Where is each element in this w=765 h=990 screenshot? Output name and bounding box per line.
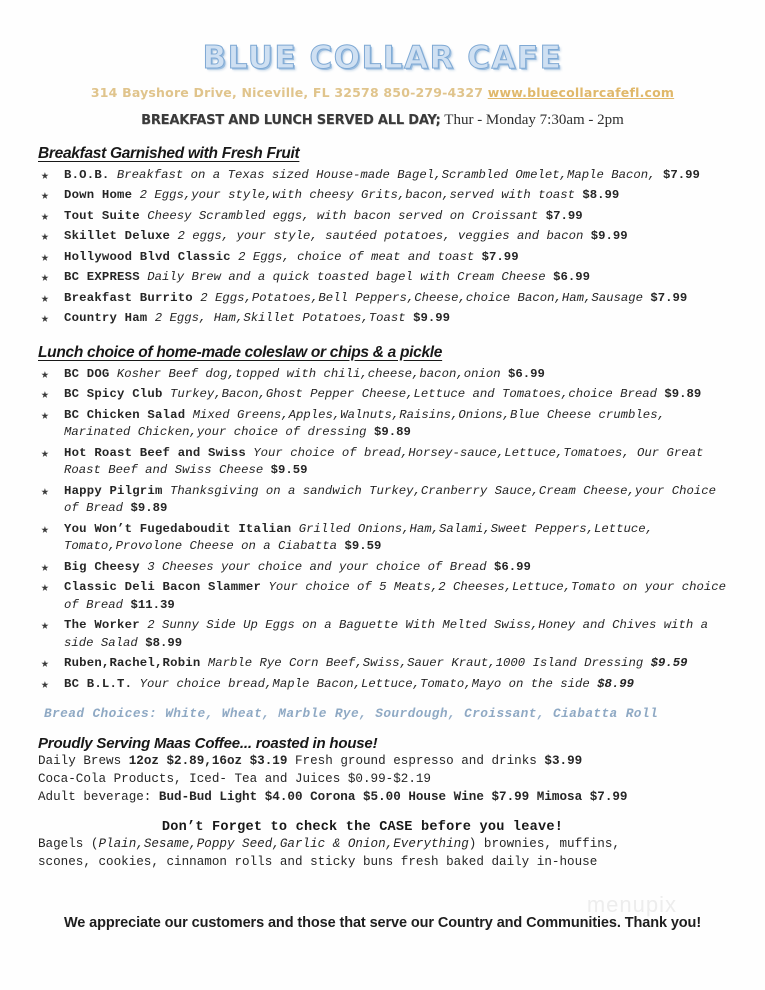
menu-item-description: Your choice bread,Maple Bacon,Lettuce,Tomato,Mayo on the side [139,676,590,691]
star-bullet-icon: ★ [41,445,49,461]
menu-item-price: $6.99 [508,366,545,381]
menu-item-description: 3 Cheeses your choice and your choice of Bread [147,559,487,574]
menu-item-name: The Worker [64,618,140,633]
bread-choices: Bread Choices: White, Wheat, Marble Rye, Sourdough, Croissant, Ciabatta Roll [44,706,659,722]
menu-item-name: Tout Suite [64,208,140,223]
menu-item [38,167,727,185]
menu-item [38,269,727,287]
bagels-label: Bagels ( [38,837,99,852]
menu-item-price: $9.89 [130,501,168,516]
menu-item-name: Hot Roast Beef and Swiss [64,445,246,460]
case-title: Don’t Forget to check the CASE before you leave! [161,820,564,836]
star-bullet-icon: ★ [41,676,49,692]
hours-headline: BREAKFAST AND LUNCH SERVED ALL DAY; [141,112,441,128]
menu-item-price: $9.99 [590,229,628,244]
menu-item-description: Your choice of bread,Horsey-sauce,Lettuce,Tomatoes, Our Great Roast Beef and Swiss Cheese [64,445,704,478]
star-bullet-icon: ★ [41,270,49,286]
menu-item [38,655,727,673]
menu-item [38,445,727,480]
menu-item-name: Country Ham [64,311,148,326]
hours-line [38,112,727,129]
address-text: 314 Bayshore Drive, Niceville, FL 32578 850-279-4327 [90,84,484,100]
menu-item-name: BC Spicy Club [64,387,163,402]
menu-item-description: 2 Eggs, choice of meat and toast [238,249,475,264]
menu-item-description: Your choice of 5 Meats,2 Cheeses,Lettuce,Tomato on your choice of Bread [64,580,726,612]
menu-item-name: Classic Deli Bacon Slammer [64,580,262,595]
appreciation-footer: We appreciate our customers and those that serve our Country and Communities. Thank you! [63,915,702,931]
menu-item-name: BC Chicken Salad [64,407,186,422]
menu-item-description: 2 Eggs, Ham,Skillet Potatoes,Toast [154,311,406,326]
menu-item-description: Mixed Greens,Apples,Walnuts,Raisins,Onions,Blue Cheese crumbles, Marinated Chicken,your choice of dressing [64,407,665,440]
menu-item [38,208,727,226]
restaurant-address-line [38,85,727,100]
menu-item-description: 2 Eggs,Potatoes,Bell Peppers,Cheese,choice Bacon,Ham,Sausage [200,290,644,305]
menu-item-description: 2 eggs, your style, sautéed potatoes, veggies and bacon [177,229,584,244]
soda-line: Coca-Cola Products, Iced- Tea and Juices $0.99-$2.19 [38,772,431,787]
hours-detail: Thur - Monday 7:30am - 2pm [444,111,624,128]
breakfast-section [38,145,727,328]
menu-item [38,617,727,652]
menu-item [38,559,727,577]
star-bullet-icon: ★ [41,249,49,265]
menu-item-description: Daily Brew and a quick toasted bagel with Cream Cheese [147,270,546,285]
adult-beverage-line [38,788,727,806]
bakery-items-b: scones, cookies, cinnamon rolls and sticky buns fresh baked daily in-house [38,855,598,870]
restaurant-name: BLUE COLLAR CAFE [202,40,563,76]
bagels-line [38,835,727,853]
adult-beverage-label: Adult beverage: [38,790,159,805]
menu-item-name: Down Home [64,188,133,203]
star-bullet-icon: ★ [41,188,49,204]
menu-item-price: $8.99 [597,676,635,691]
star-bullet-icon: ★ [41,208,49,224]
star-bullet-icon: ★ [41,559,49,575]
star-bullet-icon: ★ [41,483,49,499]
star-bullet-icon: ★ [41,656,49,672]
menu-item-name: Hollywood Blvd Classic [64,249,231,264]
menu-item-name: BC B.L.T. [64,676,133,691]
star-bullet-icon: ★ [41,290,49,306]
daily-brews-sizes: 12oz $2.89,16oz $3.19 [128,754,288,769]
menu-item [38,290,727,308]
star-bullet-icon: ★ [41,229,49,245]
menu-item-description: Kosher Beef dog,topped with chili,cheese,bacon,onion [116,366,501,381]
menupix-watermark: menupix [586,892,677,917]
menu-item-name: B.O.B. [64,167,110,182]
menu-item [38,249,727,267]
espresso-price: $3.99 [544,754,583,769]
menu-item-price: $8.99 [145,635,183,650]
bakery-items-a: ) brownies, muffins, [468,837,620,852]
menu-item-price: $9.59 [270,463,308,478]
star-bullet-icon: ★ [41,311,49,327]
star-bullet-icon: ★ [41,366,49,382]
lunch-section-title: Lunch choice of home-made coleslaw or chips & a pickle [38,343,443,361]
menu-item-price: $9.89 [664,387,702,402]
menu-item-price: $6.99 [494,559,531,574]
menu-item [38,228,727,246]
menu-item [38,310,727,328]
menu-item-description: Thanksgiving on a sandwich Turkey,Cranberry Sauce,Cream Cheese,your Choice of Bread [64,483,717,516]
menu-item-price: $7.99 [662,167,700,182]
lunch-section [38,344,727,694]
website-link[interactable]: www.bluecollarcafefl.com [487,84,675,100]
bagel-flavors: Plain,Sesame,Poppy Seed,Garlic & Onion,Everything [98,837,469,852]
beverages-section [38,735,727,806]
star-bullet-icon: ★ [41,618,49,634]
menu-item-price: $7.99 [481,249,519,264]
menu-item-price: $9.89 [373,425,411,440]
menu-item-price: $11.39 [130,597,175,612]
menu-item [38,483,727,518]
menu-item-name: Big Cheesy [64,559,140,574]
menu-item [38,579,727,614]
menu-item-price: $7.99 [545,208,583,223]
menu-item [38,676,727,694]
menu-item-price: $9.59 [650,656,688,671]
menu-item-description: Grilled Onions,Ham,Salami,Sweet Peppers,Lettuce, Tomato,Provolone Cheese on a Ciabatta [64,521,653,554]
espresso-label: Fresh ground espresso and drinks [287,754,545,769]
star-bullet-icon: ★ [41,580,49,596]
menu-item-description: 2 Eggs,your style,with cheesy Grits,bacon,served with toast [139,188,575,203]
menu-item [38,366,727,384]
star-bullet-icon: ★ [41,521,49,537]
breakfast-item-list [38,167,727,328]
menu-item-description: Marble Rye Corn Beef,Swiss,Sauer Kraut,1000 Island Dressing [207,656,644,671]
menu-item [38,386,727,404]
menu-item-description: Breakfast on a Texas sized House-made Bagel,Scrambled Omelet,Maple Bacon, [116,167,656,182]
menu-item-name: Skillet Deluxe [64,229,171,244]
lunch-item-list [38,366,727,694]
menu-item-price: $7.99 [650,290,688,305]
menu-item-price: $9.59 [344,539,382,554]
bakery-case-section [38,820,727,871]
menu-item-description: Turkey,Bacon,Ghost Pepper Cheese,Lettuce and Tomatoes,choice Bread [169,387,657,402]
star-bullet-icon: ★ [41,167,49,183]
menu-item-name: Breakfast Burrito [64,290,193,305]
menu-item-name: You Won’t Fugedaboudit Italian [64,521,292,536]
breakfast-section-title: Breakfast Garnished with Fresh Fruit [38,144,300,162]
coffee-title: Proudly Serving Maas Coffee... roasted in house! [38,735,378,753]
adult-beverage-prices: Bud-Bud Light $4.00 Corona $5.00 House Wine $7.99 Mimosa $7.99 [158,790,628,805]
menu-item-price: $6.99 [553,270,590,285]
menu-item-description: 2 Sunny Side Up Eggs on a Baguette With Melted Swiss,Honey and Chives with a side Salad [64,618,709,650]
daily-brews-line [38,752,727,770]
menu-item-price: $8.99 [582,188,620,203]
menu-item-price: $9.99 [413,311,450,326]
menu-item-name: Ruben,Rachel,Robin [64,656,201,671]
star-bullet-icon: ★ [41,407,49,423]
menu-item-name: BC EXPRESS [64,270,140,285]
menu-item-name: BC DOG [64,366,110,381]
star-bullet-icon: ★ [41,387,49,403]
daily-brews-label: Daily Brews [38,754,129,769]
menu-item-name: Happy Pilgrim [64,483,163,498]
menu-item [38,407,727,442]
menu-item [38,187,727,205]
menu-item-description: Cheesy Scrambled eggs, with bacon served on Croissant [147,208,539,223]
menu-item [38,521,727,556]
